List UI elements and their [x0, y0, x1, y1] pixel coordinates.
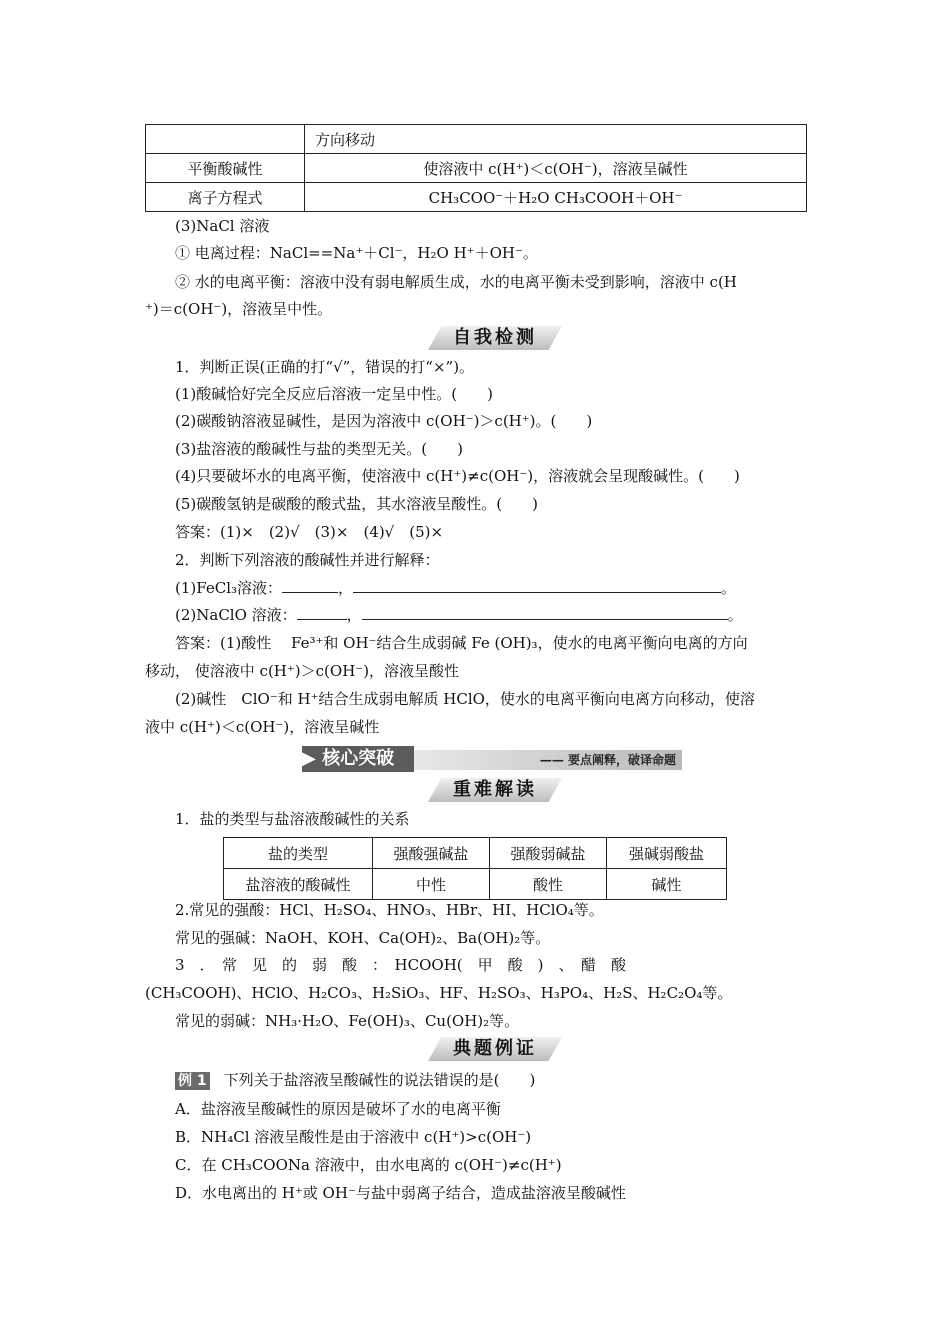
table-row — [146, 125, 807, 154]
q1-stem: 1．判断正误(正确的打“√”，错误的打“×”)。 — [175, 358, 475, 376]
q1-item: (2)碳酸钠溶液显碱性，是因为溶液中 c(OH⁻)＞c(H⁺)。( ) — [175, 412, 593, 430]
salt-type-table — [223, 837, 727, 900]
answer-blank[interactable] — [297, 605, 347, 620]
q2-item-naclo — [175, 605, 743, 625]
weak-acids-line2: (CH₃COOH)、HClO、H₂CO₃、H₂SiO₃、HF、H₂SO₃、H₃PO₄、H₂S、H₂C₂O₄等。 — [145, 984, 733, 1002]
table-header-cell: 盐的类型 — [224, 838, 373, 869]
strong-bases: 常见的强碱：NaOH、KOH、Ca(OH)₂、Ba(OH)₂等。 — [175, 929, 551, 947]
core-breakthrough-bar — [302, 746, 682, 772]
option-a: A．盐溶液呈酸碱性的原因是破坏了水的电离平衡 — [175, 1100, 501, 1118]
table-cell: 中性 — [373, 869, 490, 900]
example-badge: 例 1 — [175, 1072, 210, 1090]
q1-item: (1)酸碱恰好完全反应后溶液一定呈中性。( ) — [175, 385, 493, 403]
q1-item: (5)碳酸氢钠是碳酸的酸式盐，其水溶液呈酸性。( ) — [175, 495, 538, 513]
q1-item: (3)盐溶液的酸碱性与盐的类型无关。( ) — [175, 440, 463, 458]
weak-bases: 常见的弱碱：NH₃·H₂O、Fe(OH)₃、Cu(OH)₂等。 — [175, 1012, 520, 1030]
table-header-cell: 强酸强碱盐 — [373, 838, 490, 869]
comma: ， — [338, 579, 354, 597]
q2-item-label: (1)FeCl₃溶液： — [175, 579, 282, 597]
table-row — [224, 869, 727, 900]
section-banner-example — [428, 1037, 562, 1061]
core-tagline-bar — [414, 750, 682, 770]
option-c: C．在 CH₃COONa 溶液中，由水电离的 c(OH⁻)≠c(H⁺) — [175, 1156, 562, 1174]
table-cell: 使溶液中 c(H⁺)＜c(OH⁻)，溶液呈碱性 — [305, 154, 807, 183]
answer-blank[interactable] — [362, 605, 728, 620]
section-banner-selfcheck — [428, 326, 562, 350]
table-cell: 平衡酸碱性 — [146, 154, 305, 183]
q2-answer-line: 液中 c(H⁺)＜c(OH⁻)，溶液呈碱性 — [145, 718, 380, 736]
example-stem: 下列关于盐溶液呈酸碱性的说法错误的是( ) — [223, 1071, 536, 1089]
comma: ， — [346, 606, 362, 624]
table-cell: 离子方程式 — [146, 183, 305, 212]
table-cell: CH₃COO⁻＋H₂O CH₃COOH＋OH⁻ — [305, 183, 807, 212]
banner-title: 重难解读 — [453, 779, 537, 800]
table-cell: 碱性 — [607, 869, 727, 900]
q2-item-fecl3 — [175, 578, 736, 598]
q2-item-label: (2)NaClO 溶液： — [175, 606, 297, 624]
table-row — [224, 838, 727, 869]
table-cell: 盐溶液的酸碱性 — [224, 869, 373, 900]
banner-title: 典题例证 — [453, 1038, 537, 1059]
table-cell: 方向移动 — [305, 125, 807, 154]
nacl-ionization: ① 电离过程：NaCl==Na⁺＋Cl⁻，H₂O H⁺＋OH⁻。 — [175, 244, 538, 262]
q2-answer-line: 移动， 使溶液中 c(H⁺)＞c(OH⁻)，溶液呈酸性 — [145, 662, 460, 680]
q2-answer-line: (2)碱性 ClO⁻和 H⁺结合生成弱电解质 HClO，使水的电离平衡向电离方向移动，使溶 — [175, 690, 755, 708]
core-tagline: —— 要点阐释，破译命题 — [539, 753, 676, 767]
answer-blank[interactable] — [282, 578, 338, 593]
q1-answer: 答案：(1)× (2)√ (3)× (4)√ (5)× — [175, 523, 444, 541]
q2-stem: 2．判断下列溶液的酸碱性并进行解释： — [175, 551, 440, 569]
table-header-cell: 强酸弱碱盐 — [490, 838, 607, 869]
relation-title: 1．盐的类型与盐溶液酸碱性的关系 — [175, 810, 410, 828]
nacl-equilibrium-line1: ② 水的电离平衡：溶液中没有弱电解质生成，水的电离平衡未受到影响，溶液中 c(H — [175, 273, 737, 291]
option-d: D．水电离出的 H⁺或 OH⁻与盐中弱离子结合，造成盐溶液呈酸碱性 — [175, 1184, 626, 1202]
nacl-heading: (3)NaCl 溶液 — [175, 217, 270, 235]
table-header-cell: 强碱弱酸盐 — [607, 838, 727, 869]
answer-blank[interactable] — [353, 578, 721, 593]
q2-answer-line: 答案：(1)酸性 Fe³⁺和 OH⁻结合生成弱碱 Fe (OH)₃，使水的电离平衡向电离的方向 — [175, 634, 748, 652]
property-table — [145, 124, 807, 212]
nacl-equilibrium-line2: ⁺)＝c(OH⁻)，溶液呈中性。 — [145, 300, 333, 318]
table-cell — [146, 125, 305, 154]
q1-item: (4)只要破坏水的电离平衡，使溶液中 c(H⁺)≠c(OH⁻)，溶液就会呈现酸碱性。( ) — [175, 467, 740, 485]
option-b: B．NH₄Cl 溶液呈酸性是由于溶液中 c(H⁺)>c(OH⁻) — [175, 1128, 532, 1146]
table-row — [146, 154, 807, 183]
table-row — [146, 183, 807, 212]
period: 。 — [727, 606, 743, 624]
strong-acids: 2.常见的强酸：HCl、H₂SO₄、HNO₃、HBr、HI、HClO₄等。 — [175, 901, 604, 919]
banner-title: 自我检测 — [453, 327, 537, 348]
example-stem-line — [175, 1070, 535, 1090]
section-banner-key — [428, 778, 562, 802]
table-cell: 酸性 — [490, 869, 607, 900]
core-label: ▶ 核心突破 — [302, 746, 414, 772]
period: 。 — [721, 579, 737, 597]
weak-acids-line1: 3 ． 常 见 的 弱 酸 ： HCOOH( 甲 酸 ) 、 醋 酸 — [175, 956, 626, 974]
